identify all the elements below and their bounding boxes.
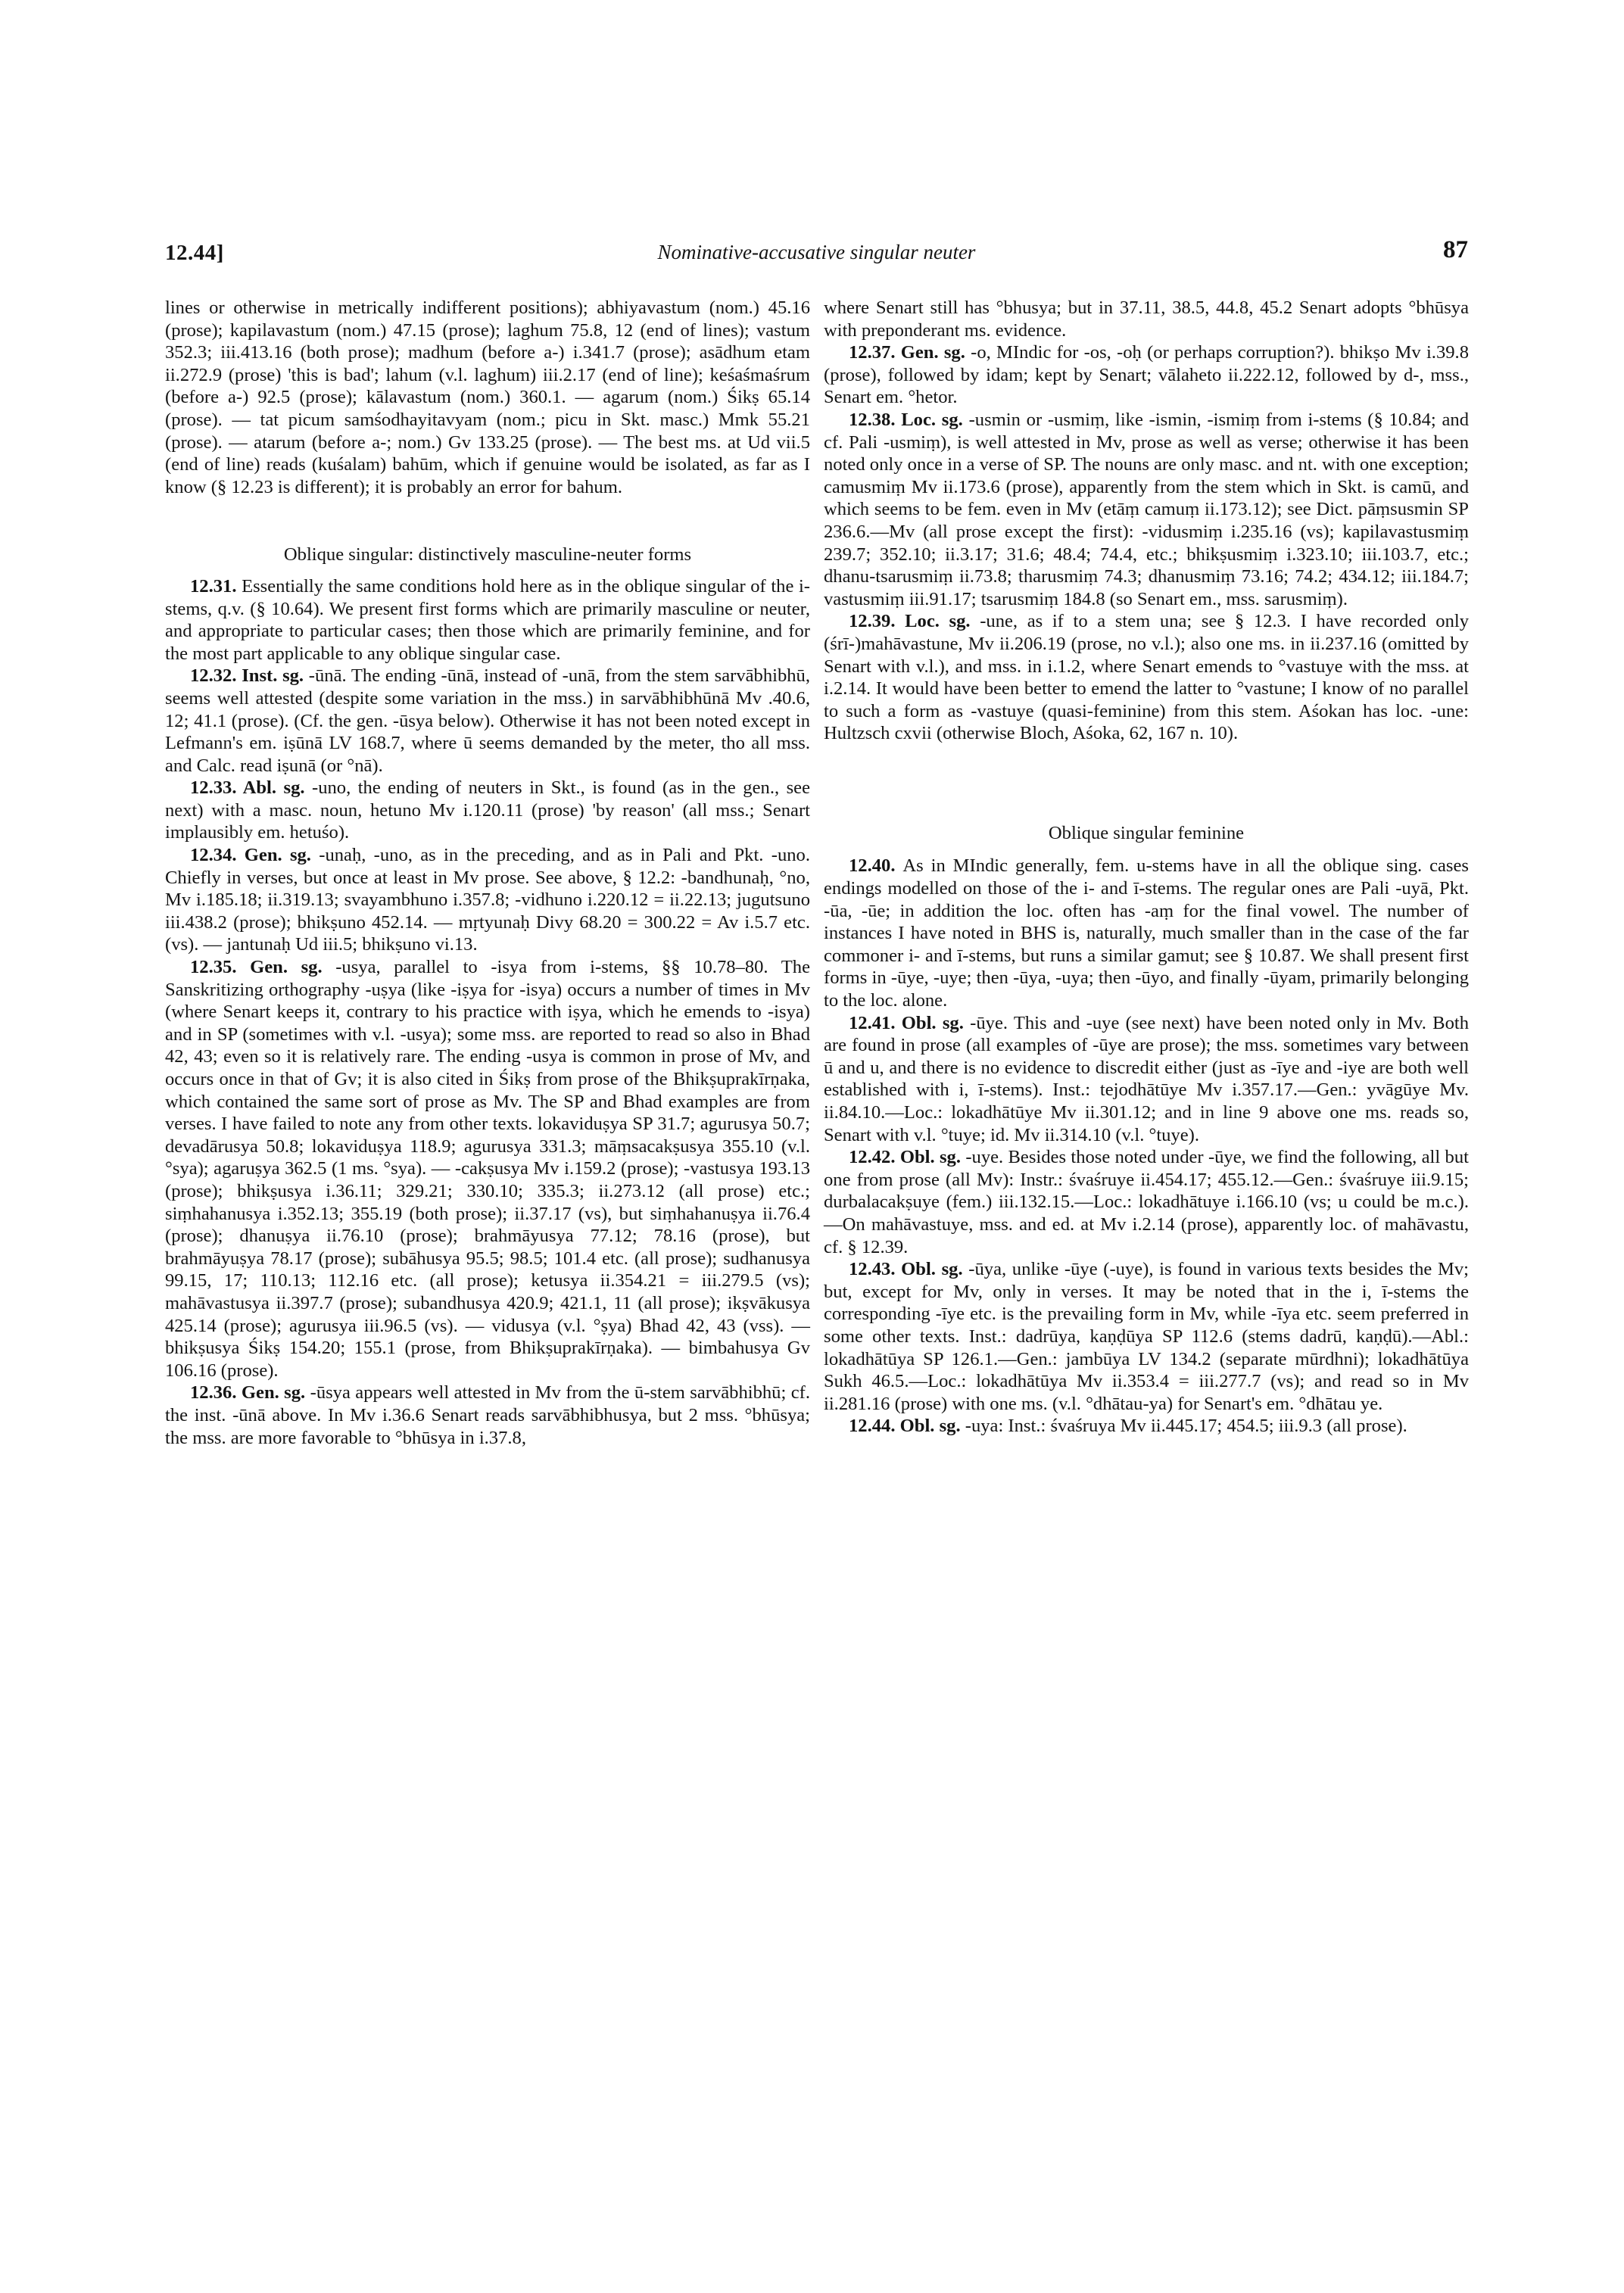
section-12-39: 12.39. Loc. sg. -une, as if to a stem una; see § 12.3. I have recorded only (śrī-)mahāvastune, Mv ii.206.19 (prose, no v.l.); also one ms. in ii.237.16 (omitted by Senart with v.l.), and mss. in i.1.2, where Senart emends to °vastuye with the mss. at i.2.14. It would have been better to emend the latter to °vastune; I know of no parallel to such a form as -vastuye (quasi-feminine) from this stem. Aśokan has loc. -une: Hultzsch cxvii (otherwise Bloch, Aśoka, 62, 167 n. 10). [824, 611, 1469, 744]
section-12-38: 12.38. Loc. sg. -usmin or -usmiṃ, like -ismin, -ismiṃ from i-stems (§ 10.84; and cf. Pali -usmiṃ), is well attested in Mv, prose as well as verse; otherwise it has been noted only once in a verse of SP. The nouns are only masc. and nt. with one exception; camusmiṃ Mv ii.173.6 (prose), apparently from the stem which in Skt. is camū, and which seems to be fem. even in Mv (etāṃ camuṃ ii.173.12); see Dict. pāṃsusmin SP 236.6.—Mv (all prose except the first): -vidusmiṃ i.235.16 (vs); kapilavastusmiṃ 239.7; 352.10; ii.3.17; 31.6; 48.4; 74.4, etc.; bhikṣusmiṃ i.323.10; iii.103.7, etc.; dhanu-tsarusmiṃ ii.73.8; tharusmiṃ 74.3; dhanusmiṃ 73.16; 74.2; 434.12; iii.184.7; vastusmiṃ iii.91.17; tsarusmiṃ 184.8 (so Senart em., mss. sarusmiṃ). [824, 409, 1470, 609]
section-12-40: 12.40. As in MIndic generally, fem. u-stems have in all the oblique sing. cases endings modelled on those of the i- and ī-stems. The regular ones are Pali -uyā, Pkt. -ūa, -ūe; in addition the loc. often has -aṃ for the final vowel. The number of instances I have noted in BHS is, naturally, much smaller than in the case of the far commoner i- and ī-stems, but runs a similar gamut; see § 10.87. We shall present first forms in -ūye, -uye; then -ūya, -uya; then -ūyo, and finally -ūyam, primarily belonging to the loc. alone. [824, 855, 1469, 1011]
section-12-34: 12.34. Gen. sg. -unaḥ, -uno, as in the preceding, and as in Pali and Pkt. -uno. Chiefly in verses, but once at least in Mv prose. See above, § 12.2: -bandhunaḥ, °no, Mv i.185.18; ii.319.13; svayambhuno i.357.8; -vidhuno i.220.12 = ii.22.13; jugutsuno iii.438.2 (prose); bhikṣuno 452.14. — mṛtyunaḥ Divy 68.20 = 300.22 = Av i.5.7 etc. (vs). — jantunaḥ Ud iii.5; bhikṣuno vi.13. [165, 845, 810, 955]
section-12-37: 12.37. Gen. sg. -o, MIndic for -os, -oḥ (or perhaps corruption?). bhikṣo Mv i.39.8 (prose), followed by idam; kept by Senart; vālaheto ii.222.12, followed by d-, mss., Senart em. °hetor. [824, 342, 1469, 408]
running-title: Nominative-accusative singular neuter [657, 241, 976, 263]
page-number: 87 [1443, 236, 1468, 263]
section-12-43: 12.43. Obl. sg. -ūya, unlike -ūye (-uye), is found in various texts besides the Mv; but, except for Mv, only in verses. It may be noted that in the i, ī-stems the corresponding -īye etc. is the prevailing form in Mv, while -īya etc. seem preferred in some other texts. Inst.: dadrūya, kaṇḍūya SP 112.6 (stems dadrū, kaṇḍū).—Abl.: lokadhātūya SP 126.1.—Gen.: jambūya LV 134.2 (separate mūrdhni); lokadhātūya Sukh 46.5.—Loc.: lokadhātūya Mv ii.353.4 = iii.277.7 (vs); and read so in Mv ii.281.16 (prose) with one ms. (v.l. °dhātau-ya) for Senart's em. °dhātau ye. [824, 1259, 1469, 1414]
section-12-32: 12.32. Inst. sg. -ūnā. The ending -ūnā, instead of -unā, from the stem sarvābhibhū, seems well attested (despite some variation in the mss.) in sarvābhibhūnā Mv .40.6, 12; 41.1 (prose). (Cf. the gen. -ūsya below). Otherwise it has not been noted except in Lefmann's em. iṣūnā LV 168.7, where ū seems demanded by the meter, tho all mss. and Calc. read iṣunā (or °nā). [165, 665, 810, 776]
right-column [824, 297, 1469, 1438]
section-12-33: 12.33. Abl. sg. -uno, the ending of neuters in Skt., is found (as in the gen., see next) with a masc. noun, hetuno Mv i.120.11 (prose) 'by reason' (all mss.; Senart implausibly em. hetuśo). [165, 777, 810, 843]
paragraph: lines or otherwise in metrically indifferent positions); abhiyavastum (nom.) 45.16 (prose); kapilavastum (nom.) 47.15 (prose); laghum 75.8, 12 (end of lines); vastum 352.3; iii.413.16 (both prose); madhum (before a-) i.341.7 (prose); asādhum etam ii.272.9 (prose) 'this is bad'; lahum (v.l. laghum) iii.2.17 (end of line); keśaśmaśrum (before a-) 92.5 (prose); kālavastum (nom.) 360.1. — agarum (nom.) Śikṣ 65.14 (prose). — tat picum samśodhayitavyam (nom.; picu in Skt. masc.) Mmk 55.21 (prose). — atarum (before a-; nom.) Gv 133.25 (prose). — The best ms. at Ud vii.5 (end of line) reads (kuśalam) bahūm, which if genuine would be isolated, as far as I know (§ 12.23 is different); it is probably an error for bahum. [165, 298, 810, 497]
left-column [165, 297, 810, 1449]
section-marker: 12.44] [165, 241, 224, 265]
running-header [165, 236, 1468, 271]
section-12-41: 12.41. Obl. sg. -ūye. This and -uye (see next) have been noted only in Mv. Both are found in prose (all examples of -ūye are prose); the mss. sometimes vary between ū and u, and there is no evidence to discredit either (just as -īye and -iye are both well established with i, ī-stems). Inst.: tejodhātūye Mv i.357.17.—Gen.: yvāgūye Mv. ii.84.10.—Loc.: lokadhātūye Mv ii.301.12; and in line 9 above one ms. reads so, Senart with v.l. °tuye; id. Mv ii.314.10 (v.l. °tuye). [824, 1012, 1469, 1145]
section-subheading: Oblique singular: distinctively masculine-neuter forms [283, 544, 692, 565]
paragraph: where Senart still has °bhusya; but in 37.11, 38.5, 44.8, 45.2 Senart adopts °bhūsya with preponderant ms. evidence. [824, 298, 1469, 341]
section-12-35: 12.35. Gen. sg. -usya, parallel to -isya from i-stems, §§ 10.78–80. The Sanskritizing orthography -uṣya (like -iṣya for -isya) occurs a number of times in Mv (where Senart keeps it, contrary to his practice with iṣya, which he emends to -isya) and in SP (sometimes with v.l. -usya); some mss. are reported to read so also in Bhad 42, 43; even so it is relatively rare. The ending -usya is common in prose of Mv, and occurs once in that of Gv; it is also cited in Śikṣ from prose of the Bhikṣuprakīrṇaka, which contained the same sort of prose as Mv. The SP and Bhad examples are from verses. I have failed to note any from other texts. lokaviduṣya SP 31.7; agurusya 50.7; devadārusya 50.8; lokaviduṣya 118.9; agurusya 331.3; māṃsacakṣusya 355.10 (v.l. °sya); agaruṣya 362.5 (1 ms. °sya). — -cakṣusya Mv i.159.2 (prose); -vastusya 193.13 (prose); bhikṣusya i.36.11; 329.21; 330.10; 335.3; ii.273.12 (all prose) etc.; siṃhahanusya i.352.13; 355.19 (both prose); ii.37.17 (vs), but siṃhahanuṣya ii.76.4 (prose); dhanuṣya ii.76.10 (prose); brahmāyusya 77.12; 78.16 (prose), but brahmāyuṣya 78.17 (prose); subāhusya 95.5; 98.5; 101.4 etc. (all prose); sudhanusya 99.15, 17; 110.13; 112.16 etc. (all prose); ketusya ii.354.21 = iii.279.5 (vs); mahāvastusya ii.397.7 (prose); subandhusya 420.9; 421.1, 11 (all prose); ikṣvākusya 425.14 (prose); agurusya iii.96.5 (vs). — vidusya (v.l. °ṣya) Bhad 42, 43 (vss). — bhikṣusya Śikṣ 154.20; 155.1 (prose, from Bhikṣuprakīrṇaka). — bimbahusya Gv 106.16 (prose). [165, 957, 810, 1381]
section-12-42: 12.42. Obl. sg. -uye. Besides those noted under -ūye, we find the following, all but one from prose (all Mv): Instr.: śvaśruye ii.454.17; 455.12.—Gen.: śvaśruye iii.9.15; durbalacakṣuye (fem.) iii.132.15.—Loc.: lokadhātuye i.166.10 (vs; u could be m.c.).—On mahāvastuye, mss. and ed. at Mv i.2.14 (prose), apparently loc. of mahāvastu, cf. § 12.39. [824, 1147, 1469, 1257]
section-subheading: Oblique singular feminine [1048, 822, 1245, 843]
section-12-44: 12.44. Obl. sg. -uya: Inst.: śvaśruya Mv ii.445.17; 454.5; iii.9.3 (all prose). [849, 1416, 1407, 1437]
section-12-31: 12.31. Essentially the same conditions hold here as in the oblique singular of the i-stems, q.v. (§ 10.64). We present first forms which are primarily masculine or neuter, and appropriate to particular cases; then those which are primarily feminine, and for the most part applicable to any oblique singular case. [165, 575, 810, 664]
section-12-36: 12.36. Gen. sg. -ūsya appears well attested in Mv from the ū-stem sarvābhibhū; cf. the inst. -ūnā above. In Mv i.36.6 Senart reads sarvābhibhusya, but 2 mss. °bhūsya; the mss. are more favorable to °bhūsya in i.37.8, [165, 1382, 810, 1448]
